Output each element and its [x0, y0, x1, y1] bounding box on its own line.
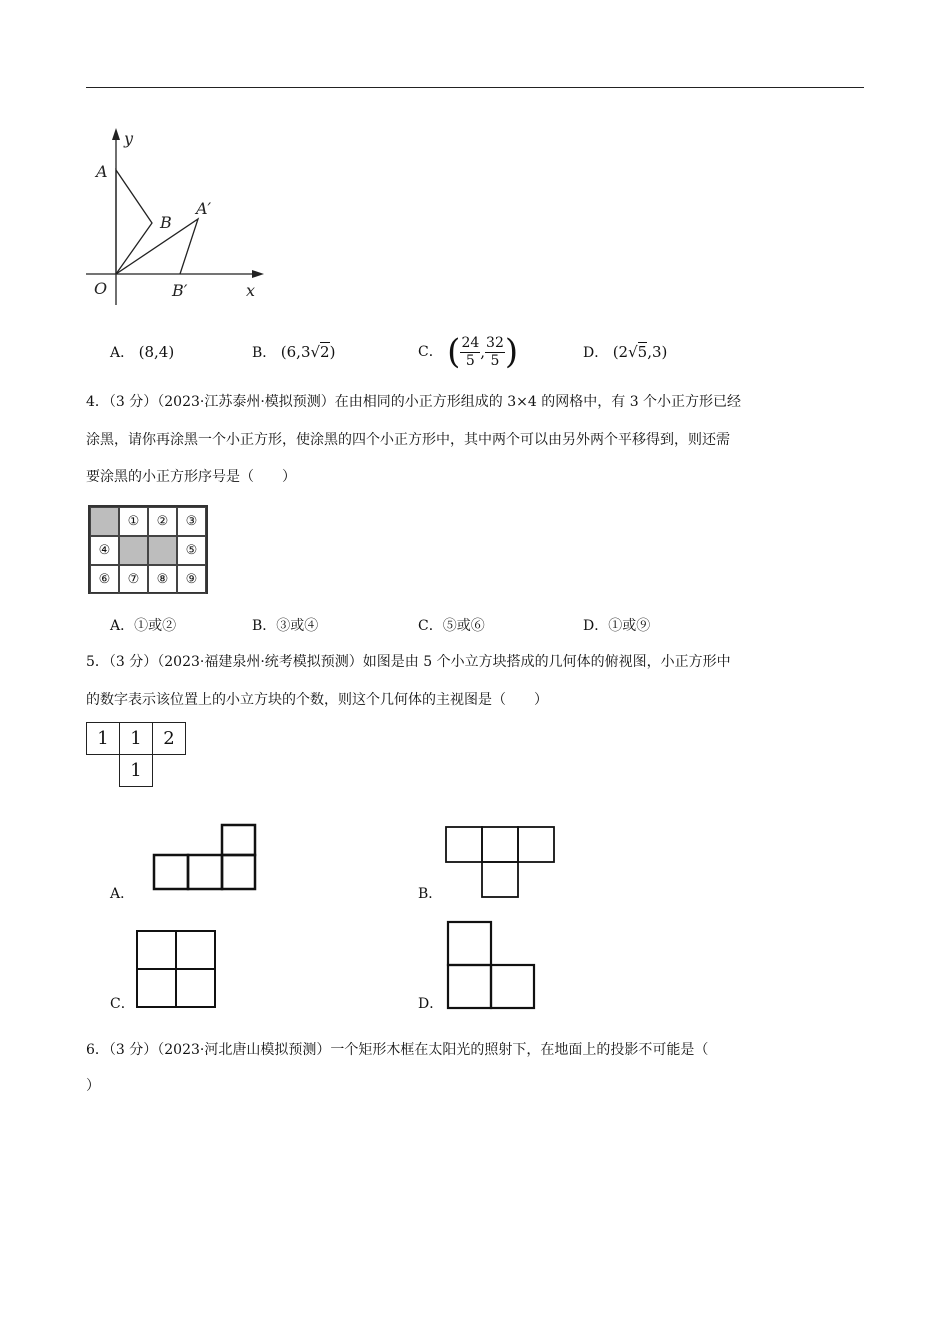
- sqrt-icon: √: [310, 343, 321, 361]
- grid-cell: ⑦: [119, 565, 148, 594]
- top-view-cell: 1: [119, 754, 153, 787]
- label-b: B: [160, 213, 172, 232]
- grid-cell: ③: [177, 507, 206, 536]
- option-letter: D．: [583, 345, 609, 361]
- grid-cell: ②: [148, 507, 177, 536]
- q4-option-c[interactable]: C．⑤或⑥: [418, 618, 485, 634]
- top-view-cell: 2: [152, 722, 186, 755]
- q5-option-a-figure: [152, 823, 258, 891]
- q3-option-b[interactable]: [252, 342, 335, 363]
- q4-line-2: 涂黑，请你再涂黑一个小正方形，使涂黑的四个小正方形中，其中两个可以由另外两个平移得到，则还需: [86, 432, 730, 448]
- y-axis-arrow-icon: [112, 128, 120, 140]
- grid-cell: [148, 536, 177, 565]
- option-d-value: (2√5,3): [612, 343, 668, 361]
- q4-grid: [88, 505, 208, 594]
- q4-option-a[interactable]: A．①或②: [110, 618, 177, 634]
- q5-line-1: 5．（3 分）（2023·福建泉州·统考模拟预测）如图是由 5 个小立方块搭成的几何体的俯视图，小正方形中: [86, 654, 731, 670]
- q4-option-b[interactable]: B．③或④: [252, 618, 319, 634]
- q4-option-d[interactable]: D．①或⑨: [583, 618, 651, 634]
- x-axis-arrow-icon: [252, 270, 264, 278]
- q3-coordinate-figure: [86, 120, 276, 305]
- triangle-oa-prime-b-prime: [116, 219, 198, 274]
- q4-line-1: 4．（3 分）（2023·江苏泰州·模拟预测）在由相同的小正方形组成的 3×4 的网格中，有 3 个小正方形已经: [86, 394, 742, 410]
- top-view-cell: 1: [119, 722, 153, 755]
- q4-line-3: 要涂黑的小正方形序号是（ ）: [86, 469, 296, 485]
- header-rule: [86, 87, 864, 88]
- option-b-value: (6,3√2): [280, 343, 336, 361]
- q5-option-d-figure: [446, 920, 538, 1010]
- grid-cell: ⑨: [177, 565, 206, 594]
- q6-line-1: 6．（3 分）（2023·河北唐山模拟预测）一个矩形木框在太阳光的照射下，在地面上的投影不可能是（: [86, 1042, 709, 1058]
- q5-option-c[interactable]: C．: [110, 996, 135, 1012]
- q6-line-2: ）: [86, 1078, 100, 1094]
- option-a-value: (8,4): [138, 343, 175, 361]
- q3-option-d[interactable]: [583, 342, 667, 363]
- grid-cell: ⑧: [148, 565, 177, 594]
- sqrt-icon: √: [628, 343, 638, 361]
- triangle-oab: [116, 170, 152, 274]
- option-c-value: ( $\frac{24}{5}$ , $\frac{32}{5}$ ): [447, 332, 519, 372]
- label-b-prime: B′: [172, 281, 188, 300]
- label-origin: O: [94, 279, 108, 298]
- grid-cell: ④: [90, 536, 119, 565]
- q3-option-c[interactable]: [418, 331, 518, 372]
- label-y: y: [124, 129, 134, 148]
- grid-cell: ⑥: [90, 565, 119, 594]
- label-a: A: [96, 162, 108, 181]
- option-letter: B．: [252, 345, 277, 361]
- grid-cell: ⑤: [177, 536, 206, 565]
- option-letter: C．: [418, 344, 443, 360]
- q5-option-a[interactable]: A．: [110, 886, 135, 902]
- label-a-prime: A′: [196, 199, 212, 218]
- label-x: x: [246, 281, 256, 300]
- grid-cell: [90, 507, 119, 536]
- q3-option-a[interactable]: [110, 342, 174, 363]
- grid-cell: [119, 536, 148, 565]
- q5-option-d[interactable]: D．: [418, 996, 444, 1012]
- option-letter: A．: [110, 345, 135, 361]
- q5-option-b[interactable]: B．: [418, 886, 443, 902]
- grid-cell: ①: [119, 507, 148, 536]
- q5-line-2: 的数字表示该位置上的小立方块的个数，则这个几何体的主视图是（ ）: [86, 692, 548, 708]
- q5-option-b-figure: [445, 826, 557, 900]
- top-view-cell: 1: [86, 722, 120, 755]
- q5-option-c-figure: [136, 930, 218, 1010]
